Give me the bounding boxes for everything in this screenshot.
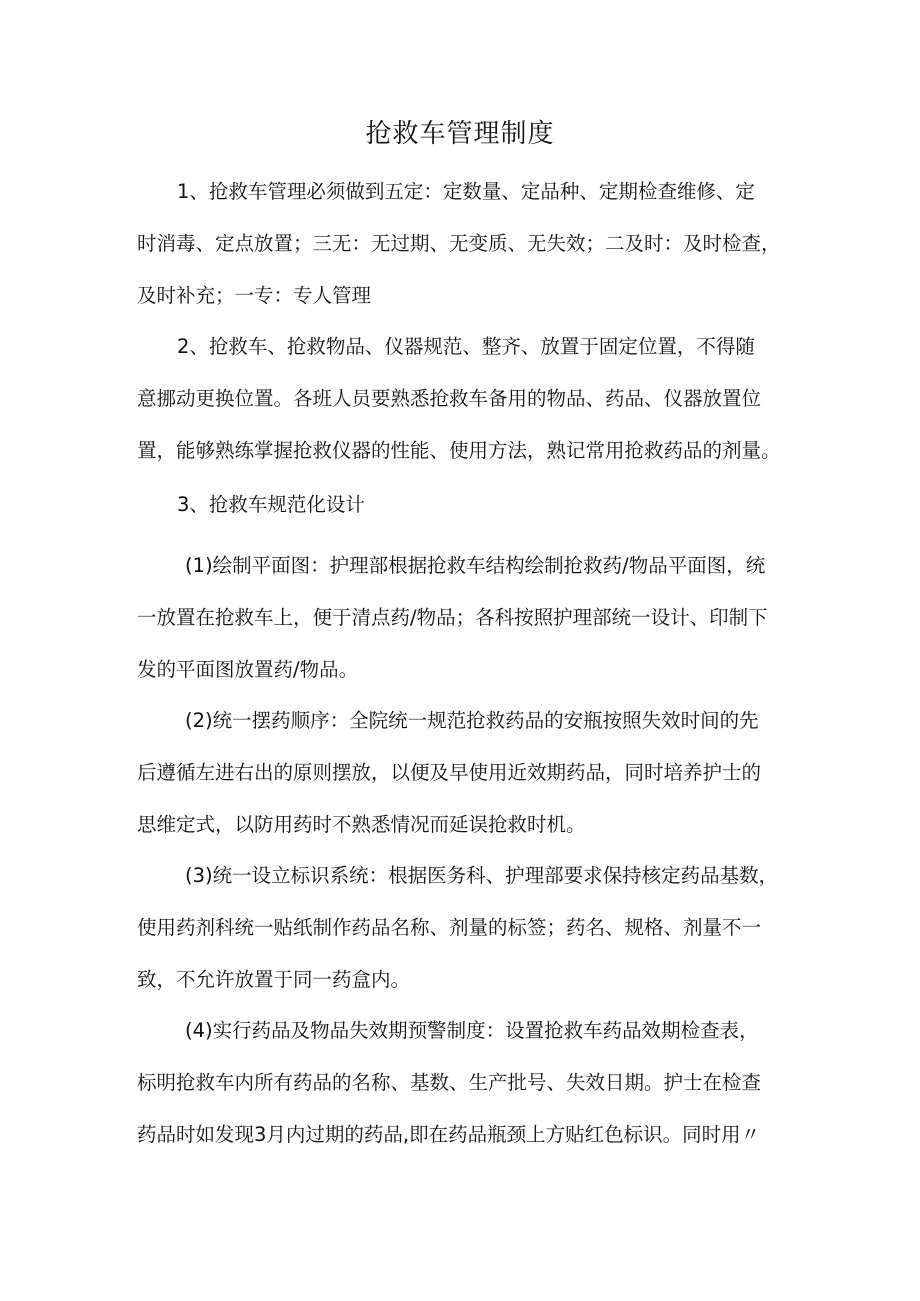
paragraph-6 bbox=[137, 850, 797, 1006]
paragraph-2 bbox=[137, 321, 797, 477]
page-title: 抢救车管理制度 bbox=[365, 119, 555, 149]
text-line: 意挪动更换位置。各班人员要熟悉抢救车备用的物品、药品、仪器放置位 bbox=[137, 387, 762, 410]
text-line: 药品时如发现3月内过期的药品,即在药品瓶颈上方贴红色标识。同时用〃 bbox=[137, 1123, 761, 1146]
paragraph-7 bbox=[137, 1005, 797, 1161]
paragraph-1 bbox=[137, 166, 797, 322]
text-line: (1)绘制平面图：护理部根据抢救车结构绘制抢救药/物品平面图，统 bbox=[185, 554, 766, 577]
paragraph-4 bbox=[137, 540, 797, 696]
text-line: 致，不允许放置于同一药盒内。 bbox=[137, 968, 411, 991]
text-line: 标明抢救车内所有药品的名称、基数、生产批号、失效日期。护士在检查 bbox=[137, 1071, 762, 1094]
text-line: (3)统一设立标识系统：根据医务科、护理部要求保持核定药品基数， bbox=[185, 864, 779, 887]
text-line: 一放置在抢救车上，便于清点药/物品；各科按照护理部统一设计、印制下 bbox=[137, 606, 768, 629]
text-line: 置，能够熟练掌握抢救仪器的性能、使用方法，熟记常用抢救药品的剂量。 bbox=[137, 439, 781, 462]
text-line: 时消毒、定点放置；三无：无过期、无变质、无失效；二及时：及时检查， bbox=[137, 232, 781, 255]
text-line: 及时补充；一专：专人管理 bbox=[137, 284, 372, 307]
text-line: (4)实行药品及物品失效期预警制度：设置抢救车药品效期检查表， bbox=[185, 1019, 759, 1042]
text-line: (2)统一摆药顺序：全院统一规范抢救药品的安瓶按照失效时间的先 bbox=[185, 709, 759, 732]
text-line: 3、抢救车规范化设计 bbox=[177, 493, 365, 516]
text-line: 思维定式，以防用药时不熟悉情况而延误抢救时机。 bbox=[137, 813, 586, 836]
paragraph-3-heading bbox=[137, 479, 797, 531]
text-line: 后遵循左进右出的原则摆放，以便及早使用近效期药品，同时培养护士的 bbox=[137, 761, 762, 784]
text-line: 发的平面图放置药/物品。 bbox=[137, 658, 359, 681]
paragraph-5 bbox=[137, 695, 797, 851]
text-line: 2、抢救车、抢救物品、仪器规范、整齐、放置于固定位置，不得随 bbox=[177, 335, 755, 358]
text-line: 1、抢救车管理必须做到五定：定数量、定品种、定期检查维修、定 bbox=[177, 180, 755, 203]
text-line: 使用药剂科统一贴纸制作药品名称、剂量的标签；药名、规格、剂量不一 bbox=[137, 916, 762, 939]
